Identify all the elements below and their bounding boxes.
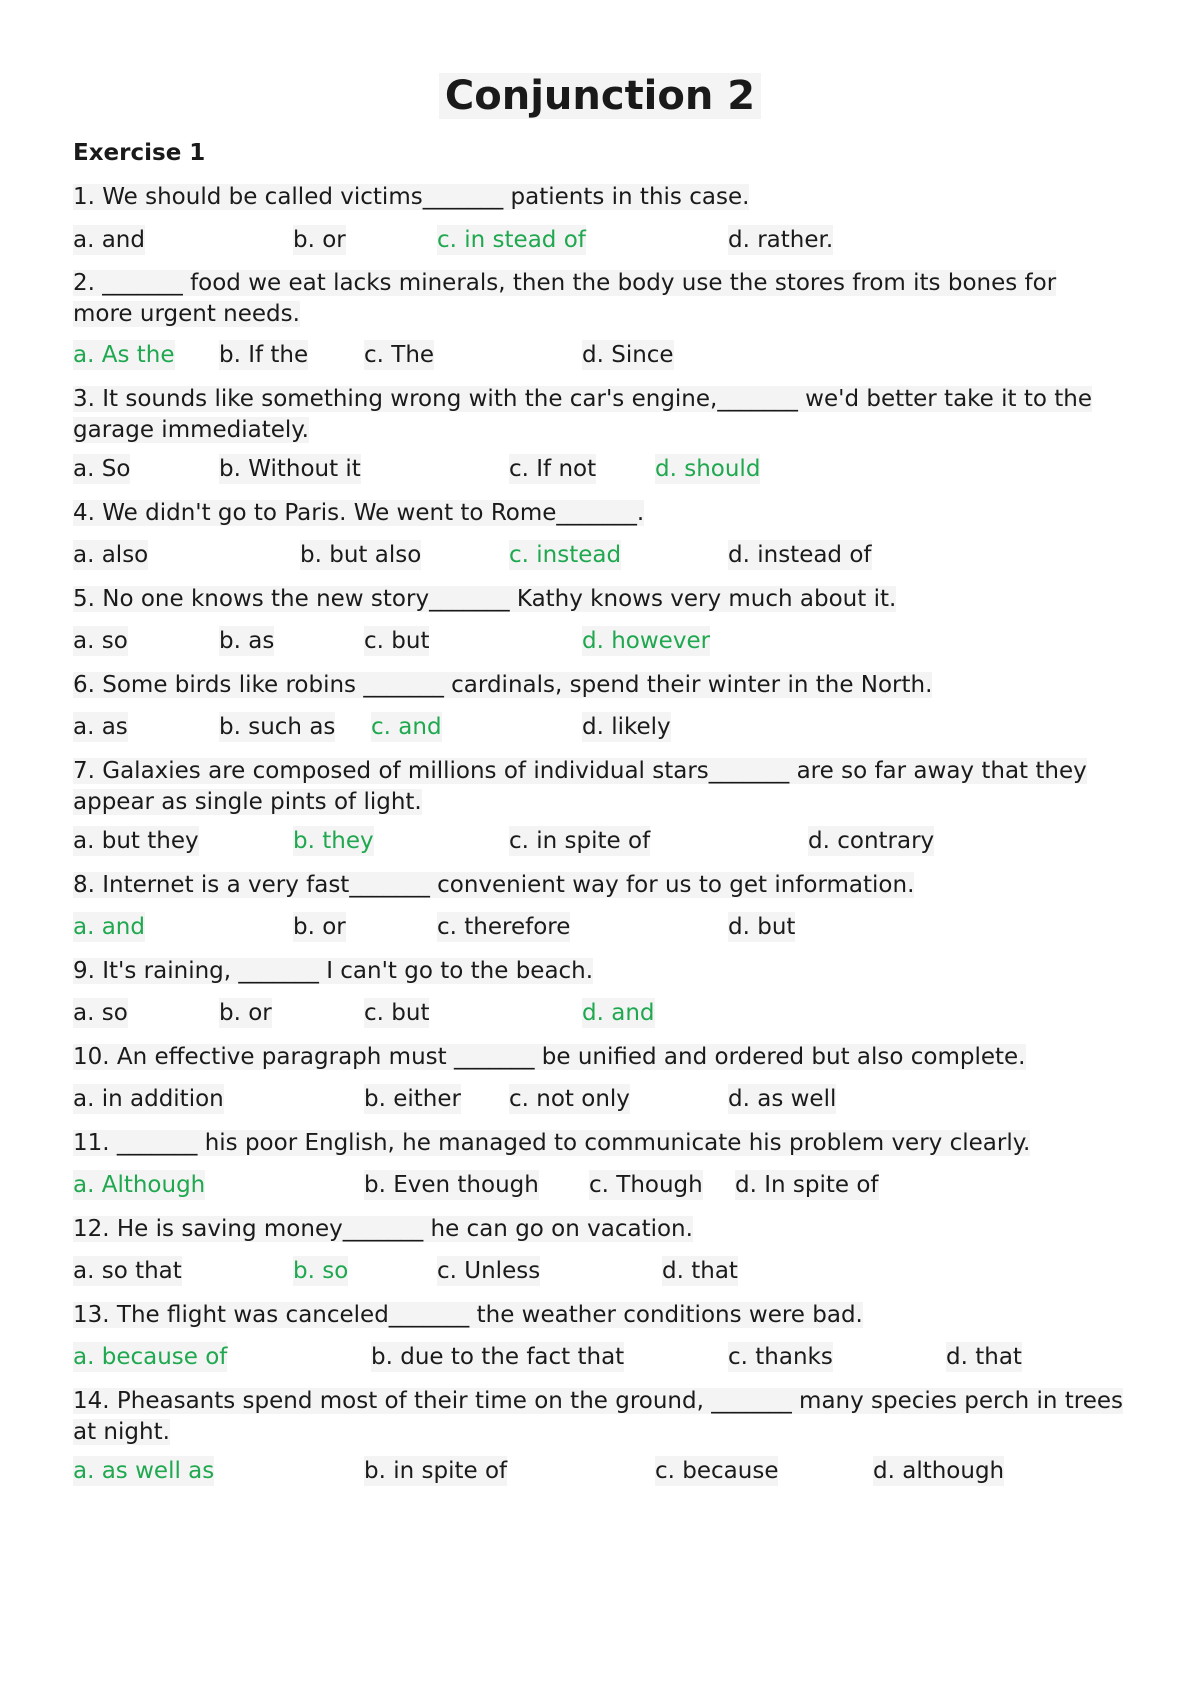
answer-option: d. although: [873, 1458, 1005, 1484]
answer-option-correct: a. because of: [73, 1344, 228, 1370]
answer-option-correct: a. As the: [73, 342, 175, 368]
answer-option: d. that: [662, 1258, 738, 1284]
answer-option-correct: c. instead: [509, 542, 622, 568]
answer-option-correct: d. should: [655, 456, 761, 482]
question-text: [73, 870, 1123, 901]
answer-option: a. so that: [73, 1258, 182, 1284]
question-text: [73, 584, 1123, 615]
answer-option: a. so: [73, 628, 128, 654]
answer-option: d. but: [728, 914, 796, 940]
answer-option: b. such as: [219, 714, 336, 740]
answer-option: c. Though: [589, 1172, 703, 1198]
answer-option-correct: a. as well as: [73, 1458, 215, 1484]
question-text-content: 1. We should be called victims_______ patients in this case.: [73, 184, 750, 210]
question-text-content: 8. Internet is a very fast_______ convenient way for us to get information.: [73, 872, 915, 898]
question-text: [73, 498, 1123, 529]
question-text: [73, 1128, 1123, 1159]
question-text-content: 3. It sounds like something wrong with the car's engine,_______ we'd better take it to the garage immediately.: [73, 386, 1092, 443]
answer-option-correct: b. they: [293, 828, 374, 854]
answer-option: d. Since: [582, 342, 674, 368]
answer-option: b. either: [364, 1086, 461, 1112]
answer-option-correct: c. and: [371, 714, 442, 740]
answer-option: a. in addition: [73, 1086, 224, 1112]
question-text-content: 12. He is saving money_______ he can go on vacation.: [73, 1216, 693, 1242]
answer-option: c. but: [364, 628, 430, 654]
answer-option: c. thanks: [728, 1344, 833, 1370]
answer-option: d. In spite of: [735, 1172, 879, 1198]
answer-option: b. Even though: [364, 1172, 539, 1198]
answer-option: c. in spite of: [509, 828, 651, 854]
answer-option: d. that: [946, 1344, 1022, 1370]
question-text-content: 6. Some birds like robins _______ cardinals, spend their winter in the North.: [73, 672, 933, 698]
answer-option: a. and: [73, 227, 145, 253]
answer-option: c. but: [364, 1000, 430, 1026]
answer-option: c. therefore: [437, 914, 571, 940]
question-text: [73, 384, 1123, 446]
answer-option: a. but they: [73, 828, 199, 854]
question-text-content: 2. _______ food we eat lacks minerals, then the body use the stores from its bones for more urgent needs.: [73, 270, 1057, 327]
answer-option: b. due to the fact that: [371, 1344, 625, 1370]
question-text-content: 4. We didn't go to Paris. We went to Rome_______.: [73, 500, 645, 526]
question-text: [73, 182, 1123, 213]
answer-option: b. or: [293, 227, 346, 253]
page-title: [0, 70, 1200, 122]
question-text: [73, 1386, 1123, 1448]
question-text-content: 9. It's raining, _______ I can't go to the beach.: [73, 958, 594, 984]
question-text: [73, 268, 1123, 330]
question-text: [73, 1042, 1123, 1073]
question-text-content: 10. An effective paragraph must _______ be unified and ordered but also complete.: [73, 1044, 1026, 1070]
question-text: [73, 756, 1123, 818]
answer-option: a. as: [73, 714, 128, 740]
answer-option: d. likely: [582, 714, 671, 740]
answer-option-correct: d. and: [582, 1000, 655, 1026]
answer-option: b. or: [219, 1000, 272, 1026]
question-text: [73, 670, 1123, 701]
question-text: [73, 1300, 1123, 1331]
answer-option: c. because: [655, 1458, 779, 1484]
answer-option: b. Without it: [219, 456, 361, 482]
answer-option: d. as well: [728, 1086, 837, 1112]
answer-option: b. or: [293, 914, 346, 940]
page-title-text: Conjunction 2: [439, 73, 761, 119]
answer-option: c. Unless: [437, 1258, 541, 1284]
answer-option: b. but also: [300, 542, 422, 568]
answer-option-correct: d. however: [582, 628, 711, 654]
answer-option: d. contrary: [808, 828, 935, 854]
answer-option-correct: a. Although: [73, 1172, 206, 1198]
answer-option: c. The: [364, 342, 435, 368]
question-text: [73, 1214, 1123, 1245]
answer-option: b. If the: [219, 342, 309, 368]
answer-option: c. If not: [509, 456, 597, 482]
answer-option: b. in spite of: [364, 1458, 508, 1484]
answer-option: d. rather.: [728, 227, 834, 253]
answer-option-correct: b. so: [293, 1258, 349, 1284]
exercise-heading: Exercise 1: [73, 140, 206, 166]
answer-option: a. So: [73, 456, 131, 482]
question-text-content: 5. No one knows the new story_______ Kathy knows very much about it.: [73, 586, 897, 612]
answer-option: a. so: [73, 1000, 128, 1026]
answer-option: c. not only: [509, 1086, 630, 1112]
question-text-content: 13. The flight was canceled_______ the weather conditions were bad.: [73, 1302, 863, 1328]
question-text-content: 11. _______ his poor English, he managed to communicate his problem very clearly.: [73, 1130, 1031, 1156]
question-text-content: 14. Pheasants spend most of their time on the ground, _______ many species perch in trees at night.: [73, 1388, 1124, 1445]
answer-option: d. instead of: [728, 542, 872, 568]
question-text-content: 7. Galaxies are composed of millions of individual stars_______ are so far away that they appear as single pints of light.: [73, 758, 1087, 815]
answer-option-correct: a. and: [73, 914, 145, 940]
answer-option: a. also: [73, 542, 149, 568]
answer-option: b. as: [219, 628, 275, 654]
answer-option-correct: c. in stead of: [437, 227, 586, 253]
question-text: [73, 956, 1123, 987]
